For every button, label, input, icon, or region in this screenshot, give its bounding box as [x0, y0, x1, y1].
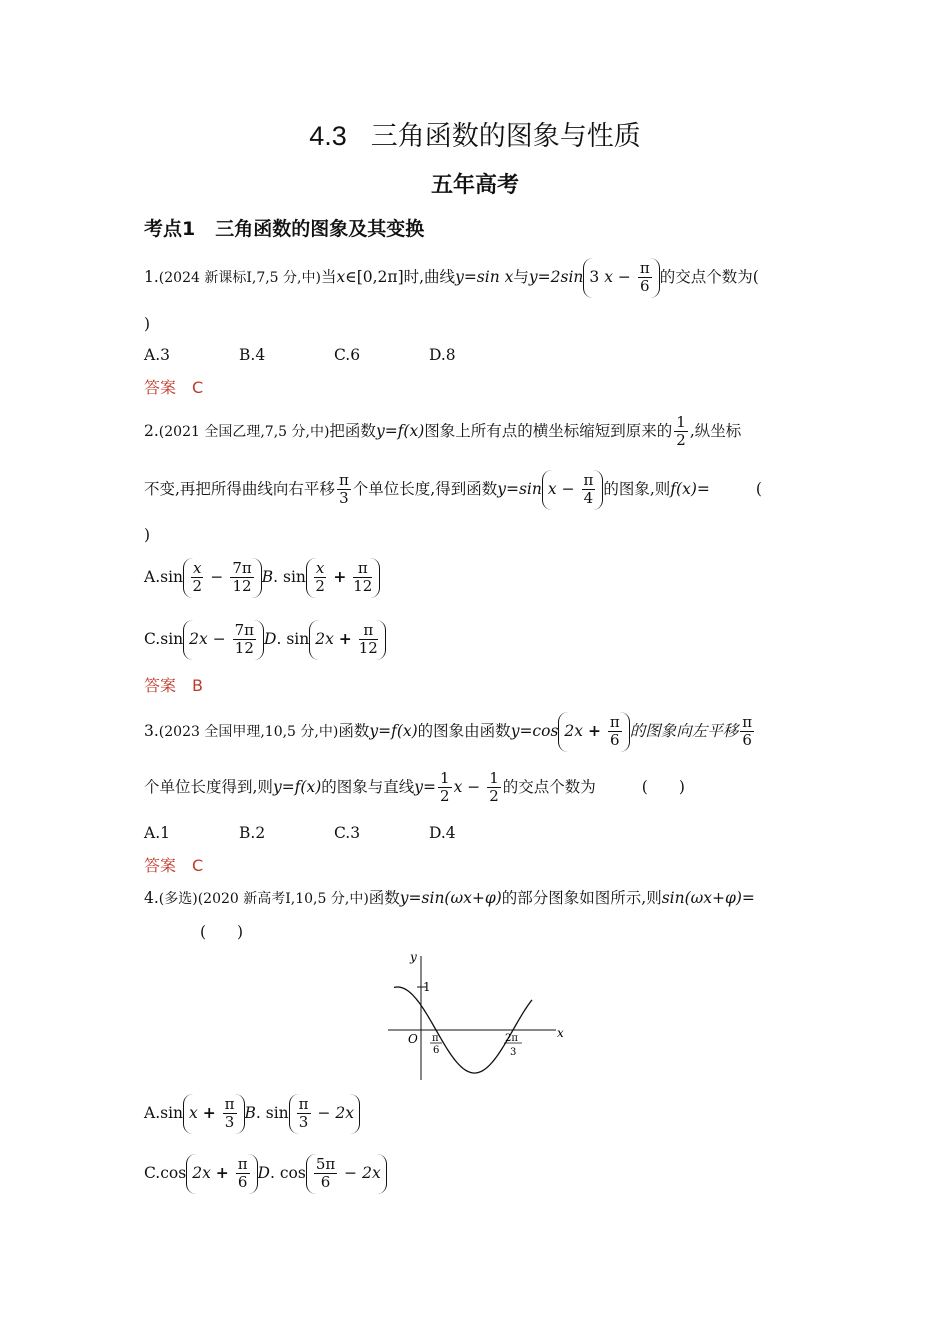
- frac: [233, 622, 256, 658]
- q1-minus: −: [617, 267, 631, 286]
- answer-label: 答案: [144, 676, 177, 695]
- frac-d: 4: [583, 489, 594, 508]
- section-title: 三角函数的图象与性质: [370, 121, 641, 152]
- tick1-denominator: 6: [433, 1045, 440, 1056]
- q4-options-cd: [144, 1154, 387, 1194]
- q2-fx: y=f(x): [375, 421, 425, 440]
- frac-d: 6: [237, 1173, 248, 1192]
- term: x: [189, 1103, 198, 1122]
- q3-text: 个单位长度得到,则: [144, 777, 273, 796]
- q2-frac: [582, 472, 596, 508]
- q4-option-c: C.cos: [144, 1163, 187, 1182]
- q3-option-d: D.4: [429, 824, 456, 842]
- frac: [314, 1156, 337, 1192]
- q2-option-a: A.sin: [144, 567, 184, 586]
- q4-text: 函数: [368, 889, 400, 907]
- q3-options: [144, 826, 456, 842]
- plus: +: [338, 628, 352, 648]
- frac-d: 12: [232, 577, 252, 596]
- minus: −: [317, 1103, 331, 1122]
- cos: . cos: [269, 1163, 306, 1182]
- q1-text: 与: [513, 267, 529, 286]
- sin: . sin: [255, 1103, 289, 1122]
- q1-frac-d: 6: [639, 277, 650, 296]
- minus: −: [212, 629, 226, 648]
- q3-text: 函数: [338, 721, 370, 740]
- q3-text: 的图象与直线: [321, 777, 415, 796]
- question-3-line2: [144, 770, 685, 806]
- q1-coef: 3: [589, 267, 600, 286]
- question-2: [144, 414, 741, 450]
- frac: [191, 560, 203, 596]
- q4-option-d: D: [257, 1163, 270, 1182]
- term: 2x: [315, 629, 334, 648]
- q1-number: 1.: [144, 267, 159, 286]
- frac-d: 2: [315, 577, 325, 596]
- frac: [438, 770, 452, 806]
- q2-fx: f(x)=: [670, 479, 710, 498]
- q1-option-c: C.6: [334, 346, 361, 364]
- q4-option-b: B: [244, 1103, 256, 1122]
- q4-option-a: A.sin: [144, 1103, 184, 1122]
- q2-shift: [337, 472, 351, 508]
- paren: [183, 620, 264, 660]
- frac-d: 6: [610, 731, 620, 750]
- q4-number: 4.: [144, 889, 159, 907]
- x-axis-label: x: [557, 1026, 564, 1040]
- answer-value: B: [192, 676, 203, 695]
- term: 2x: [335, 1103, 354, 1122]
- minus: −: [467, 777, 481, 796]
- y-axis-label: y: [410, 950, 417, 964]
- paren: [289, 1094, 360, 1134]
- frac: [353, 560, 372, 596]
- frac-n: π: [224, 1095, 235, 1113]
- tick2-denominator: 3: [510, 1047, 517, 1058]
- topic-title: 三角函数的图象及其变换: [215, 218, 425, 240]
- q2-answer: [144, 678, 203, 694]
- q2-text: ,纵坐标: [689, 421, 742, 440]
- topic-label: 考点1: [144, 218, 196, 240]
- frac-d: 12: [358, 639, 378, 658]
- q1-frac: [638, 260, 652, 296]
- q4-paren: ( ): [200, 923, 244, 941]
- page-title: [0, 114, 950, 153]
- answer-label: 答案: [144, 378, 177, 397]
- frac-d: 2: [489, 787, 499, 806]
- section-number: 4.3: [309, 121, 347, 151]
- question-1: [144, 258, 759, 298]
- frac-n: π: [609, 713, 620, 731]
- q1-answer: [144, 380, 203, 396]
- topic-heading: [144, 214, 424, 241]
- q3-source: (2023 全国甲理,10,5 分,中): [158, 723, 339, 740]
- page-subtitle: 五年高考: [430, 173, 519, 198]
- sin: . sin: [273, 567, 306, 586]
- q2-option-b: B: [261, 567, 274, 586]
- q4-text: 的部分图象如图所示,则: [501, 889, 662, 907]
- term: 2x: [192, 1163, 211, 1182]
- q2-minus: −: [561, 479, 575, 498]
- q2-text: 不变,再把所得曲线向右平移: [144, 479, 335, 498]
- q3-text: 的交点个数为: [502, 777, 596, 796]
- frac-d: 2: [192, 577, 203, 596]
- q1-text: 当: [320, 267, 337, 286]
- frac: [314, 560, 326, 596]
- frac-n: π: [359, 622, 378, 640]
- q2-text: 个单位长度,得到函数: [352, 479, 498, 498]
- plus: +: [587, 720, 601, 740]
- sine-graph: [380, 948, 570, 1084]
- q2-text: 的图象,则: [603, 479, 671, 498]
- q1-curve2: y=2sin: [528, 267, 584, 286]
- q1-options: [144, 348, 456, 364]
- q2-paren-open: (: [755, 479, 762, 498]
- term: 2x: [189, 629, 208, 648]
- q3-option-a: A.1: [144, 824, 170, 842]
- q3-y: y=: [414, 777, 437, 796]
- paren: [183, 1094, 244, 1134]
- frac-d: 2: [440, 787, 450, 806]
- frac-d: 2: [676, 431, 686, 450]
- frac-n: 1: [440, 769, 450, 787]
- frac-n: 7π: [232, 559, 252, 577]
- paren: [309, 620, 386, 660]
- q2-options-cd: [144, 620, 386, 660]
- question-2-line2: [144, 470, 762, 510]
- frac: [236, 1156, 250, 1192]
- frac-n: π: [338, 471, 349, 489]
- answer-label: 答案: [144, 856, 177, 875]
- frac-n: π: [353, 560, 372, 578]
- tick1-numerator: π: [432, 1033, 439, 1044]
- plus: +: [202, 1102, 216, 1122]
- plus: +: [215, 1162, 229, 1182]
- frac: [359, 622, 378, 658]
- q2-func: y=sin: [497, 479, 542, 498]
- frac-d: 6: [742, 731, 752, 750]
- q1-var: x: [336, 267, 346, 286]
- minus: −: [344, 1163, 358, 1182]
- y-tick-label: 1: [423, 980, 431, 994]
- frac-n: 5π: [315, 1155, 336, 1173]
- q1-curve1: y=sin x: [455, 267, 514, 286]
- frac: [297, 1096, 311, 1132]
- q2-option-c: C.sin: [144, 629, 184, 648]
- frac-n: x: [315, 559, 325, 577]
- frac-n: π: [583, 471, 594, 489]
- q3-option-c: C.3: [334, 824, 361, 842]
- frac: [608, 714, 622, 750]
- q3-fx: y=f(x): [369, 721, 418, 740]
- q1-option-d: D.8: [429, 346, 456, 364]
- frac: [230, 560, 253, 596]
- term: 2x: [564, 721, 584, 740]
- q2-number: 2.: [144, 421, 159, 440]
- q1-frac-n: π: [639, 259, 650, 277]
- q1-text: ∈[0,2π]时,曲线: [345, 267, 456, 286]
- q4-func: y=sin(ωx+φ): [399, 889, 502, 907]
- frac-d: 12: [234, 639, 254, 658]
- frac-n: π: [298, 1095, 309, 1113]
- q2-text: 把函数: [329, 421, 376, 440]
- q2-half: [674, 414, 688, 450]
- q2-option-d: D: [264, 629, 277, 648]
- q1-close-paren: ): [144, 315, 151, 333]
- paren: [306, 558, 380, 598]
- q1-arg-x: x: [604, 267, 613, 286]
- q2-source: (2021 全国乙理,7,5 分,中): [158, 423, 330, 440]
- frac-n: 1: [489, 769, 499, 787]
- frac-n: x: [193, 559, 202, 577]
- frac-n: π: [742, 713, 753, 731]
- sin: . sin: [276, 629, 310, 648]
- plus: +: [333, 566, 347, 586]
- q1-source: (2024 新课标Ⅰ,7,5 分,中): [158, 269, 321, 286]
- q2-close-paren: ): [144, 526, 151, 544]
- q4-options-ab: [144, 1094, 360, 1134]
- frac-n: π: [237, 1155, 248, 1173]
- q3-text: 的图象向左平移: [629, 721, 739, 740]
- frac-n: 7π: [234, 621, 255, 639]
- q3-option-b: B.2: [239, 824, 266, 842]
- q3-func: y=cos: [510, 721, 559, 740]
- q4-func: sin(ωx+φ)=: [661, 889, 755, 907]
- frac-d: 3: [298, 1113, 309, 1132]
- frac-n: 1: [676, 413, 686, 431]
- q3-x: x: [453, 777, 463, 796]
- frac-d: 3: [224, 1113, 235, 1132]
- answer-value: C: [192, 856, 204, 875]
- tick2-numerator: 2π: [505, 1033, 518, 1044]
- frac-d: 6: [320, 1173, 331, 1192]
- frac: [740, 714, 754, 750]
- q1-text: 的交点个数为(: [659, 267, 759, 286]
- q2-x: x: [547, 479, 557, 498]
- q3-text: 的图象由函数: [417, 721, 511, 740]
- frac-d: 12: [353, 577, 373, 596]
- q2-paren: [542, 470, 603, 510]
- frac: [223, 1096, 237, 1132]
- answer-value: C: [192, 378, 204, 397]
- q4-source: (多选)(2020 新高考Ⅰ,10,5 分,中): [158, 891, 369, 907]
- minus: −: [210, 567, 224, 586]
- q3-number: 3.: [144, 721, 159, 740]
- q1-option-b: B.4: [239, 346, 266, 364]
- paren: [183, 558, 262, 598]
- q3-fx: y=f(x): [272, 777, 322, 796]
- origin-label: O: [408, 1032, 418, 1046]
- frac-d: 3: [339, 489, 349, 508]
- paren: [306, 1154, 387, 1194]
- q3-paren: ( ): [641, 777, 685, 796]
- q3-answer: [144, 858, 203, 874]
- q2-options-ab: [144, 558, 380, 598]
- q1-paren: [583, 258, 659, 298]
- q1-option-a: A.3: [144, 346, 170, 364]
- question-3: [144, 712, 756, 752]
- frac: [487, 770, 501, 806]
- paren: [186, 1154, 257, 1194]
- paren: [558, 712, 629, 752]
- q2-text: 图象上所有点的横坐标缩短到原来的: [424, 421, 673, 440]
- term: 2x: [362, 1163, 381, 1182]
- question-4: [144, 891, 755, 907]
